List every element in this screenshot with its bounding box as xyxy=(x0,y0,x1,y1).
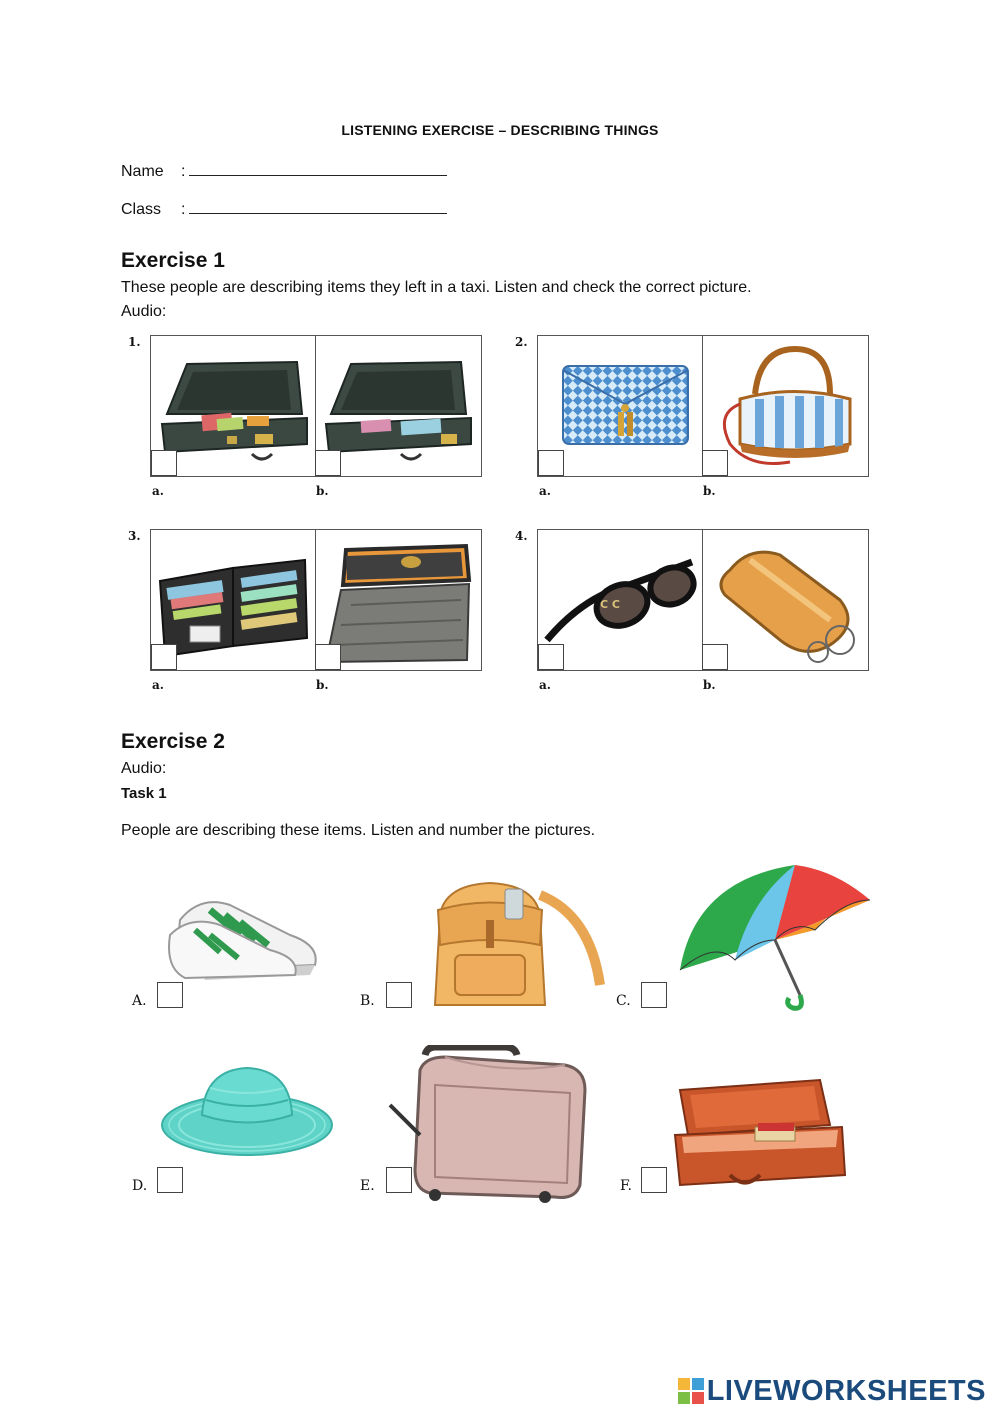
umbrella-icon xyxy=(675,860,875,1015)
number-box[interactable] xyxy=(386,1167,412,1193)
suitcase-icon xyxy=(385,1045,590,1205)
item-letter: F. xyxy=(620,1178,632,1194)
item-letter: B. xyxy=(360,993,375,1009)
item-letter: D. xyxy=(132,1178,148,1194)
option-label: a. xyxy=(152,678,164,692)
question-number: 4. xyxy=(515,529,528,543)
number-box[interactable] xyxy=(157,1167,183,1193)
task-label: Task 1 xyxy=(121,785,167,802)
answer-checkbox[interactable] xyxy=(315,450,341,476)
option-label: b. xyxy=(703,484,716,498)
class-line[interactable] xyxy=(189,199,447,214)
exercise1-instruction: These people are describing items they left in a taxi. Listen and check the correct picture. xyxy=(121,279,752,296)
briefcase-open-icon xyxy=(157,344,312,469)
backpack-icon xyxy=(420,875,615,1015)
briefcase-open-icon xyxy=(321,344,476,469)
clutch-bag-icon xyxy=(558,356,693,456)
exercise1-heading: Exercise 1 xyxy=(121,249,225,272)
answer-checkbox[interactable] xyxy=(702,644,728,670)
briefcase-icon xyxy=(670,1075,850,1195)
item-letter: E. xyxy=(360,1178,375,1194)
option-label: b. xyxy=(316,484,329,498)
question3-panel xyxy=(150,529,482,671)
class-label: Class xyxy=(121,201,162,218)
item-letter: C. xyxy=(616,993,631,1009)
exercise2-instruction: People are describing these items. Listen and number the pictures. xyxy=(121,822,596,839)
option-label: b. xyxy=(316,678,329,692)
number-box[interactable] xyxy=(157,982,183,1008)
class-field[interactable]: Class : xyxy=(121,199,447,219)
question-number: 2. xyxy=(515,335,528,349)
answer-checkbox[interactable] xyxy=(315,644,341,670)
name-field[interactable]: Name : xyxy=(121,161,447,181)
liveworksheets-mark-icon xyxy=(678,1378,704,1404)
number-box[interactable] xyxy=(386,982,412,1008)
number-box[interactable] xyxy=(641,1167,667,1193)
sun-hat-icon xyxy=(160,1060,335,1160)
svg-text:C C: C C xyxy=(600,598,620,611)
name-label: Name xyxy=(121,163,164,180)
answer-checkbox[interactable] xyxy=(538,644,564,670)
exercise2-audio-label: Audio: xyxy=(121,760,167,777)
handbag-icon xyxy=(710,344,865,472)
wallet-icon xyxy=(155,546,313,661)
sneakers-icon xyxy=(160,880,325,990)
question-number: 1. xyxy=(128,335,141,349)
answer-checkbox[interactable] xyxy=(538,450,564,476)
answer-checkbox[interactable] xyxy=(151,450,177,476)
purse-icon xyxy=(321,540,476,665)
number-box[interactable] xyxy=(641,982,667,1008)
option-label: b. xyxy=(703,678,716,692)
question4-panel xyxy=(537,529,869,671)
worksheet-title: LISTENING EXERCISE – DESCRIBING THINGS xyxy=(341,122,659,138)
option-label: a. xyxy=(539,678,551,692)
option-label: a. xyxy=(152,484,164,498)
answer-checkbox[interactable] xyxy=(151,644,177,670)
answer-checkbox[interactable] xyxy=(702,450,728,476)
question1-panel xyxy=(150,335,482,477)
name-line[interactable] xyxy=(189,161,447,176)
exercise1-audio-label: Audio: xyxy=(121,303,167,320)
liveworksheets-logo: LIVEWORKSHEETS xyxy=(678,1375,986,1408)
question2-panel xyxy=(537,335,869,477)
sunglasses-icon xyxy=(542,550,700,645)
option-label: a. xyxy=(539,484,551,498)
exercise2-heading: Exercise 2 xyxy=(121,730,225,753)
item-letter: A. xyxy=(132,993,147,1009)
question-number: 3. xyxy=(128,529,141,543)
glasses-case-icon xyxy=(710,540,865,665)
